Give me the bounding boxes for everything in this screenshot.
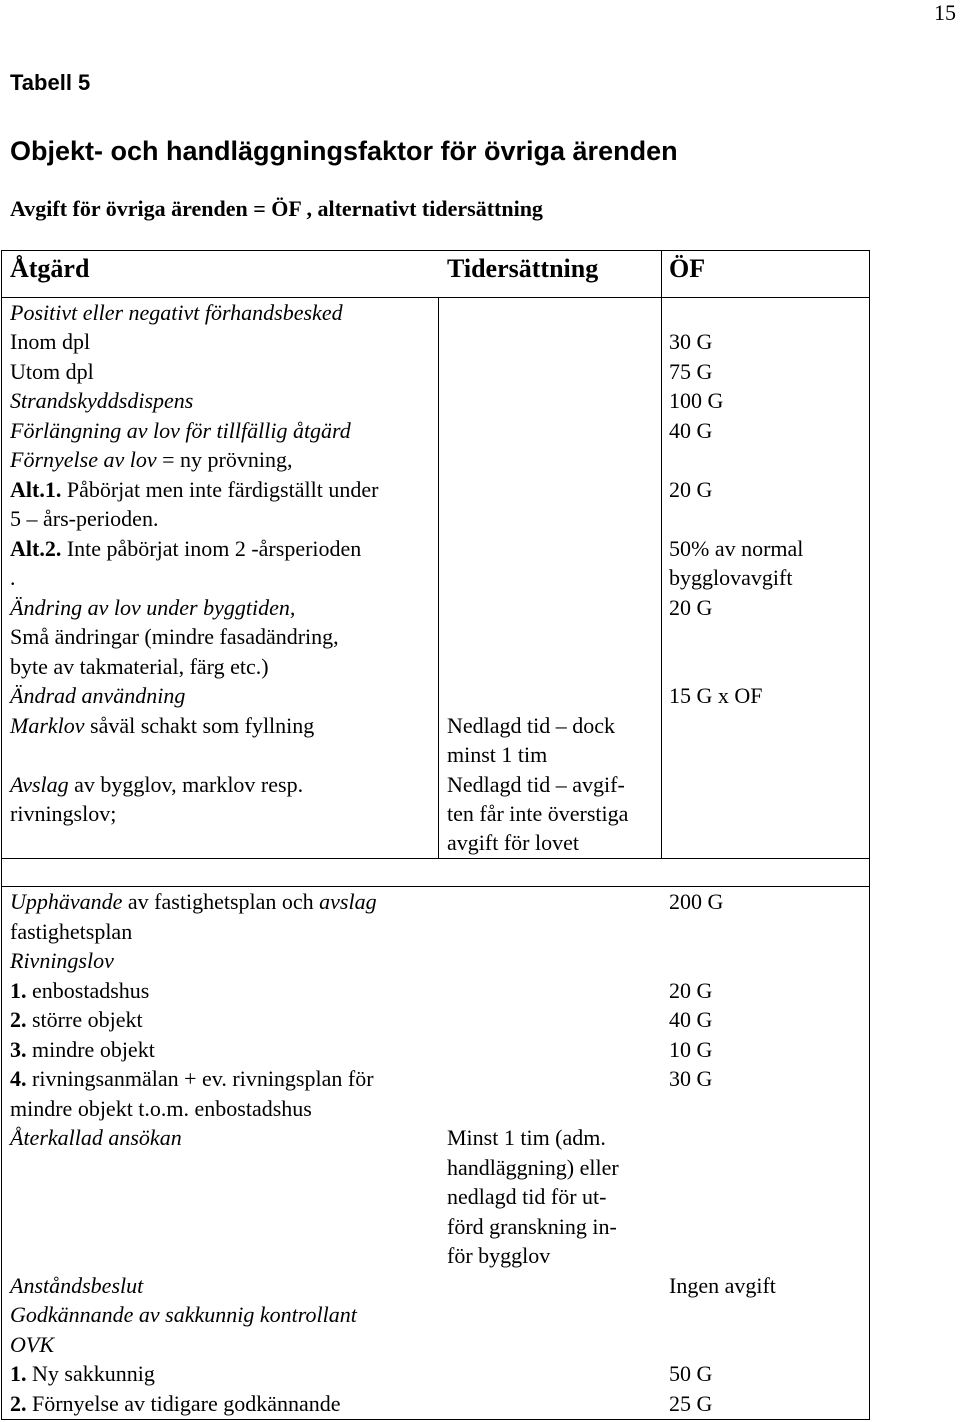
table-title: Objekt- och handläggningsfaktor för övriga ärenden xyxy=(10,136,678,166)
row-label: Utom dpl xyxy=(10,359,94,384)
time-fee-text: ten får inte överstiga xyxy=(447,801,629,826)
section-separator xyxy=(1,858,870,859)
of-value: 15 G x OF xyxy=(669,683,763,708)
fee-formula: Avgift för övriga ärenden = ÖF , alternativt tidersättning xyxy=(10,196,543,221)
time-fee-text: nedlagd tid för ut- xyxy=(447,1184,607,1209)
column-divider xyxy=(661,250,662,859)
row-label: Ändrad användning xyxy=(10,683,186,708)
row-label: 2. större objekt xyxy=(10,1007,143,1032)
row-label: Godkännande av sakkunnig kontrollant xyxy=(10,1302,357,1327)
row-label: Anståndsbeslut xyxy=(10,1273,144,1298)
of-value: bygglovavgift xyxy=(669,565,793,590)
row-label: Alt.1. Påbörjat men inte färdigställt under xyxy=(10,477,379,502)
row-label: fastighetsplan xyxy=(10,919,133,944)
row-label: Ändring av lov under byggtiden, xyxy=(10,595,296,620)
time-fee-text: avgift för lovet xyxy=(447,830,579,855)
of-value: 20 G xyxy=(669,595,713,620)
table-border-bottom xyxy=(1,1419,870,1420)
row-label: 3. mindre objekt xyxy=(10,1037,155,1062)
page-number: 15 xyxy=(934,0,956,25)
row-label: Strandskyddsdispens xyxy=(10,388,194,413)
of-value: 25 G xyxy=(669,1391,713,1416)
column-header-tidersattning: Tidersättning xyxy=(447,254,599,283)
row-label: . xyxy=(10,565,16,590)
time-fee-text: förd granskning in- xyxy=(447,1214,617,1239)
column-header-of: ÖF xyxy=(669,254,706,283)
time-fee-text: Nedlagd tid – avgif- xyxy=(447,772,625,797)
row-label: Positivt eller negativt förhandsbesked xyxy=(10,300,343,325)
of-value: 20 G xyxy=(669,477,713,502)
row-label: Rivningslov xyxy=(10,948,114,973)
row-label: Inom dpl xyxy=(10,329,91,354)
table-label: Tabell 5 xyxy=(10,70,91,95)
of-value: 30 G xyxy=(669,329,713,354)
row-label: 1. enbostadshus xyxy=(10,978,150,1003)
column-header-atgard: Åtgärd xyxy=(10,254,90,283)
column-divider xyxy=(438,297,439,859)
of-value: 50% av normal xyxy=(669,536,804,561)
of-value: 20 G xyxy=(669,978,713,1003)
table-border-top xyxy=(1,250,870,251)
time-fee-text: för bygglov xyxy=(447,1243,551,1268)
time-fee-text: minst 1 tim xyxy=(447,742,548,767)
time-fee-text: Minst 1 tim (adm. xyxy=(447,1125,606,1150)
of-value: 100 G xyxy=(669,388,724,413)
row-label: rivningslov; xyxy=(10,801,117,826)
time-fee-text: Nedlagd tid – dock xyxy=(447,713,616,738)
of-value: 75 G xyxy=(669,359,713,384)
of-value: 30 G xyxy=(669,1066,713,1091)
of-value: Ingen avgift xyxy=(669,1273,776,1298)
row-label: 4. rivningsanmälan + ev. rivningsplan för xyxy=(10,1066,374,1091)
of-value: 200 G xyxy=(669,889,724,914)
row-label: Alt.2. Inte påbörjat inom 2 -årsperioden xyxy=(10,536,362,561)
row-label: Förlängning av lov för tillfällig åtgärd xyxy=(10,418,351,443)
of-value: 40 G xyxy=(669,418,713,443)
row-label: OVK xyxy=(10,1332,54,1357)
row-label: Små ändringar (mindre fasadändring, xyxy=(10,624,339,649)
of-value: 10 G xyxy=(669,1037,713,1062)
row-label: 5 – års-perioden. xyxy=(10,506,159,531)
row-label: Upphävande av fastighetsplan och avslag xyxy=(10,889,377,914)
row-label: Återkallad ansökan xyxy=(10,1125,182,1150)
row-label: byte av takmaterial, färg etc.) xyxy=(10,654,269,679)
table-border-right xyxy=(869,250,870,1420)
row-label: Marklov såväl schakt som fyllning xyxy=(10,713,315,738)
row-label: Förnyelse av lov = ny prövning, xyxy=(10,447,293,472)
row-label: Avslag av bygglov, marklov resp. xyxy=(10,772,304,797)
table-border-left xyxy=(1,250,2,1420)
of-value: 40 G xyxy=(669,1007,713,1032)
time-fee-text: handläggning) eller xyxy=(447,1155,619,1180)
row-label: mindre objekt t.o.m. enbostadshus xyxy=(10,1096,312,1121)
row-label: 1. Ny sakkunnig xyxy=(10,1361,155,1386)
of-value: 50 G xyxy=(669,1361,713,1386)
row-label: 2. Förnyelse av tidigare godkännande xyxy=(10,1391,341,1416)
